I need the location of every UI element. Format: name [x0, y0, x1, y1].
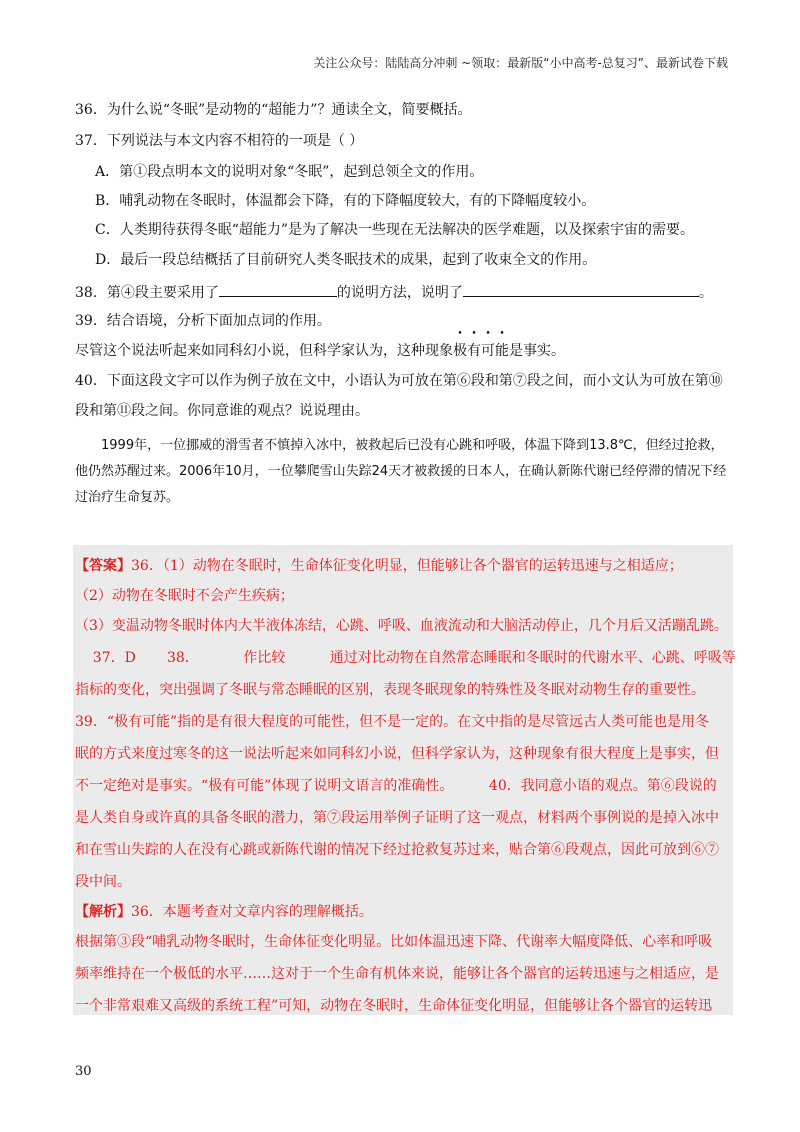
q39-sentence-before: 尽管这个说法听起来如同科幻小说，但科学家认为，这种现象 — [75, 343, 453, 359]
answer-line-1 — [75, 556, 735, 576]
analysis-line-2: 根据第③段“哺乳动物冬眠时，生命体征变化明显。比如体温迅速下降、代谢率大幅度降低、心率和呼吸 — [75, 934, 713, 950]
answer-tag: 【答案】 — [75, 558, 131, 574]
q38-suffix: 。 — [698, 285, 713, 301]
question-37: 37．下列说法与本文内容不相符的一项是（ ） — [75, 133, 364, 149]
page-number: 30 — [75, 1064, 92, 1079]
answer-line-3: （3）变温动物冬眠时体内大半液体冻结，心跳、呼吸、血液流动和大脑活动停止，几个月后又活蹦乱跳。 — [75, 618, 728, 634]
example-paragraph — [75, 433, 735, 511]
answer-line-11: 段中间。 — [75, 874, 131, 890]
q39-sentence-after: 是事实。 — [509, 343, 565, 359]
option-b: B．哺乳动物在冬眠时，体温都会下降，有的下降幅度较大，有的下降幅度较小。 — [95, 193, 596, 209]
option-a: A．第①段点明本文的说明对象“冬眠”，起到总领全文的作用。 — [95, 164, 484, 180]
question-40-line-1: 40．下面这段文字可以作为例子放在文中，小语认为可放在第⑥段和第⑦段之间，而小文认为可放在第⑩ — [75, 373, 723, 389]
analysis-line-4: 一个非常艰难又高级的系统工程”可知，动物在冬眠时，生命体征变化明显，但能够让各个器官的运转迅 — [75, 998, 713, 1014]
question-39: 39．结合语境，分析下面加点词的作用。 — [75, 313, 331, 329]
analysis-tag: 【解析】 — [75, 904, 131, 920]
page-header: 关注公众号：陆陆高分冲刺 ~领取：最新版“小中高考-总复习”、最新试卷下载 — [313, 56, 728, 70]
option-d: D．最后一段总结概括了目前研究人类冬眠技术的成果，起到了收束全文的作用。 — [95, 252, 597, 268]
question-39-sentence — [75, 341, 565, 361]
question-40-line-2: 段和第⑪段之间。你同意谁的观点？说说理由。 — [75, 403, 369, 419]
option-c: C．人类期待获得冬眠“超能力”是为了解决一些现在无法解决的医学难题，以及探索宇宙的需要。 — [95, 222, 695, 238]
answer-line-7: 眠的方式来度过寒冬的这一说法听起来如同科幻小说，但科学家认为，这种现象有很大程度上是事实，但 — [75, 746, 719, 762]
example-text: 1999年，一位挪威的滑雪者不慎掉入冰中，被救起后已没有心跳和呼吸，体温下降到13.8℃，但经过抢救，他仍然苏醒过来。2006年10月，一位攀爬雪山失踪24天才被救援的日本人，在确认新陈代谢已经停滞的情况下经过治疗生命复苏。 — [75, 438, 727, 505]
analysis-text: 36．本题考查对文章内容的理解概括。 — [131, 904, 373, 920]
answer-line-4: 37．D 38． 作比较 通过对比动物在自然常态睡眠和冬眠时的代谢水平、心跳、呼吸等 — [75, 650, 736, 666]
analysis-line-1 — [75, 902, 735, 922]
dotted-char: 有 — [467, 343, 481, 359]
question-38 — [75, 282, 713, 303]
q38-blank-1[interactable] — [219, 282, 337, 297]
answer-line-9: 是人类自身或许真的具备冬眠的潜力，第⑦段运用举例子证明了这一观点，材料两个事例说的是掉入冰中 — [75, 810, 719, 826]
dotted-char: 极 — [453, 343, 467, 359]
dotted-char: 能 — [495, 343, 509, 359]
q38-middle: 的说明方法，说明了 — [336, 285, 463, 301]
answer-line-10: 和在雪山失踪的人在没有心跳或新陈代谢的情况下经过抢救复苏过来，贴合第⑥段观点，因此可放到⑥⑦ — [75, 842, 719, 858]
answer-line-8: 不一定绝对是事实。“极有可能”体现了说明文语言的准确性。 40．我同意小语的观点。第⑥段说的 — [75, 778, 717, 794]
q38-prefix: 38．第④段主要采用了 — [75, 285, 219, 301]
answer-line-6: 39．“极有可能”指的是有很大程度的可能性，但不是一定的。在文中指的是尽管远古人类可能也是用冬 — [75, 714, 710, 730]
dotted-char: 可 — [481, 343, 495, 359]
answer-line-2: （2）动物在冬眠时不会产生疾病； — [75, 588, 294, 604]
question-36: 36．为什么说“冬眠”是动物的“超能力”？通读全文，简要概括。 — [75, 102, 472, 118]
q38-blank-2[interactable] — [463, 282, 699, 297]
analysis-line-3: 频率维持在一个极低的水平……这对于一个生命有机体来说，能够让各个器官的运转迅速与之相适应，是 — [75, 966, 719, 982]
answer-line-5: 指标的变化，突出强调了冬眠与常态睡眠的区别，表现冬眠现象的特殊性及冬眠对动物生存的重要性。 — [75, 682, 705, 698]
answer-text: 36．（1）动物在冬眠时，生命体征变化明显，但能够让各个器官的运转迅速与之相适应； — [131, 558, 683, 574]
